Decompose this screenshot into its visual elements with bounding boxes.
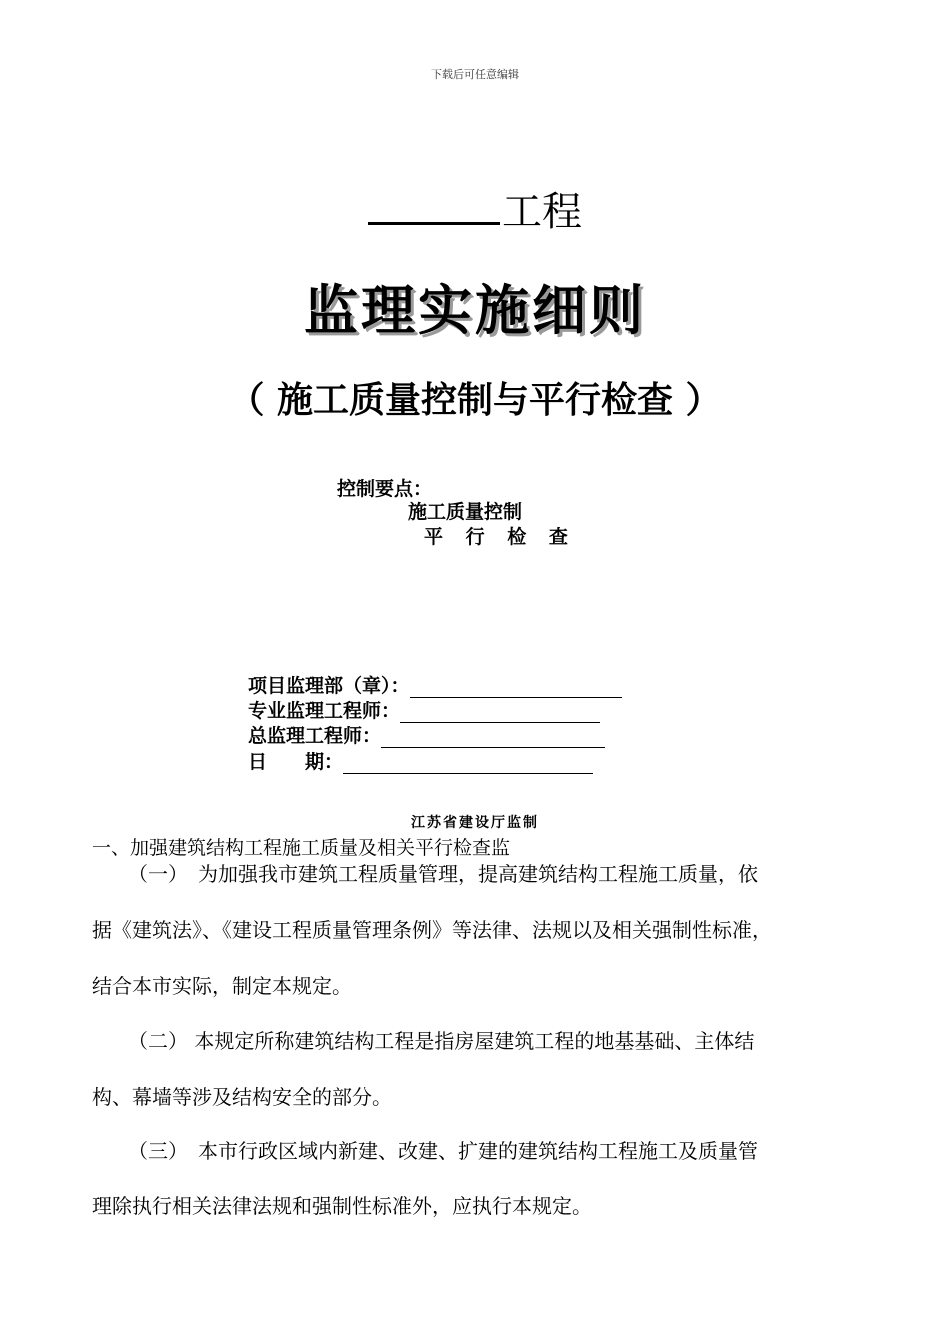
- control-points-label: 控制要点：: [337, 478, 433, 500]
- project-title: [0, 184, 950, 236]
- paragraph-line: （三） 本市行政区域内新建、改建、扩建的建筑结构工程施工及质量管: [128, 1139, 758, 1163]
- paragraph-line: （二） 本规定所称建筑结构工程是指房屋建筑工程的地基基础、主体结: [128, 1029, 755, 1053]
- paragraph-line: 构、幕墙等涉及结构安全的部分。: [92, 1085, 392, 1109]
- signature-label: 日 期：: [248, 751, 344, 773]
- paragraph-line: 据《建筑法》、《建设工程质量管理条例》等法律、法规以及相关强制性标准，: [92, 918, 772, 942]
- signature-line[interactable]: [381, 725, 605, 748]
- control-point-item: 平 行 检 查: [424, 526, 576, 548]
- subtitle: （ 施工质量控制与平行检查 ）: [228, 380, 722, 421]
- section-heading: 一、加强建筑结构工程施工质量及相关平行检查监: [92, 837, 511, 859]
- paragraph-line: 理除执行相关法律法规和强制性标准外，应执行本规定。: [92, 1194, 592, 1218]
- issuer: 江苏省建设厅监制: [411, 815, 539, 831]
- paragraph-line: （一） 为加强我市建筑工程质量管理，提高建筑结构工程施工质量，依: [128, 862, 758, 886]
- paragraph-line: 结合本市实际，制定本规定。: [92, 974, 352, 998]
- signature-row-department: [248, 672, 622, 698]
- signature-line[interactable]: [410, 675, 622, 698]
- main-title: 监理实施细则: [304, 279, 646, 342]
- signature-row-engineer: [248, 697, 600, 723]
- signature-label: 总监理工程师：: [248, 725, 382, 747]
- signature-row-date: [248, 748, 593, 774]
- header-note: 下载后可任意编辑: [431, 68, 519, 81]
- signature-label: 项目监理部（章）：: [248, 675, 410, 697]
- project-title-suffix: 工程: [502, 189, 582, 235]
- control-point-item: 施工质量控制: [408, 501, 523, 523]
- signature-label: 专业监理工程师：: [248, 700, 401, 722]
- project-name-blank: [368, 184, 500, 225]
- signature-line[interactable]: [343, 751, 593, 774]
- signature-line[interactable]: [400, 700, 600, 723]
- signature-row-chief-engineer: [248, 722, 605, 748]
